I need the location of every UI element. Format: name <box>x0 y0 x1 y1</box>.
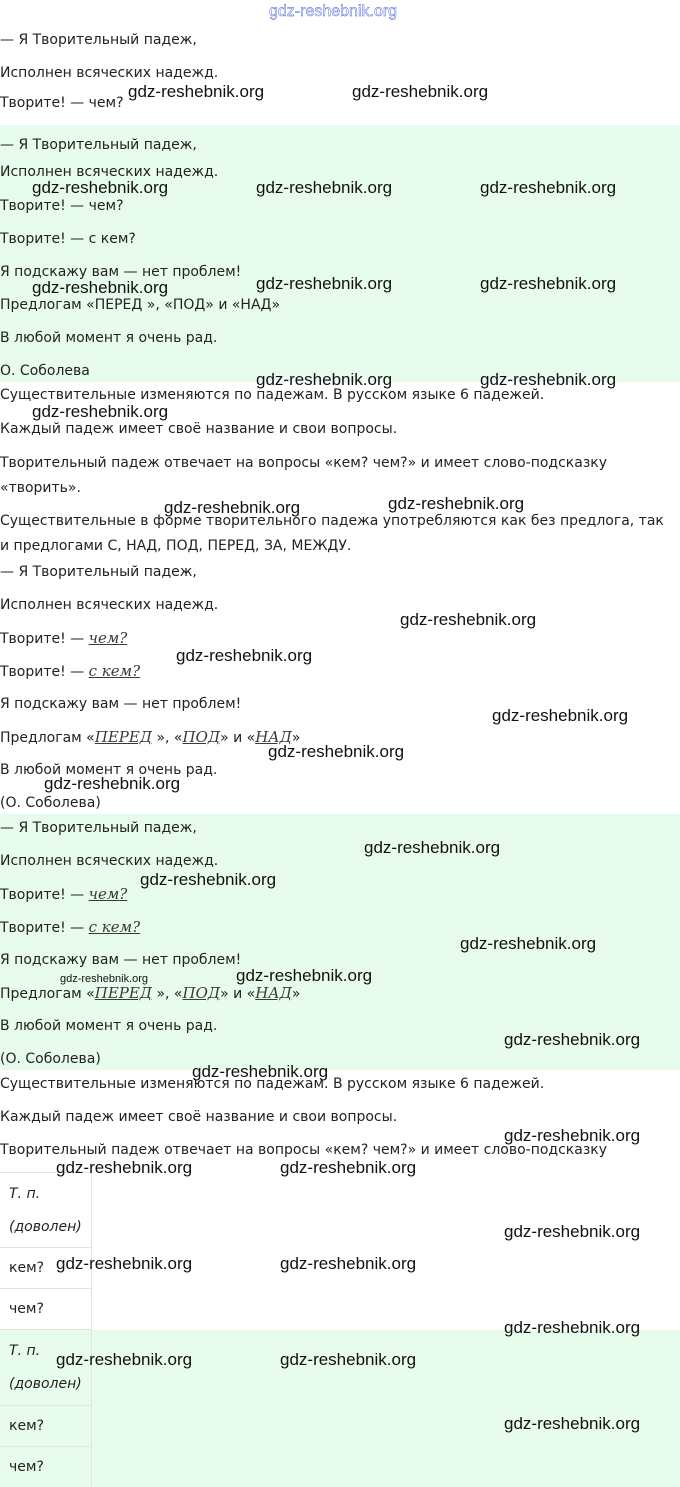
watermark: gdz-reshebnik.org <box>32 178 169 197</box>
watermark: gdz-reshebnik.org <box>56 1350 193 1369</box>
poem-line: Я подскажу вам — нет проблем! <box>0 696 242 712</box>
watermark: gdz-reshebnik.org <box>32 402 169 421</box>
table-header-cell <box>0 1172 92 1248</box>
watermark: gdz-reshebnik.org <box>164 498 301 517</box>
line-part: Предлогам « <box>0 730 95 746</box>
poem-line: Исполнен всяческих надежд. <box>0 853 219 869</box>
line-part: Предлогам « <box>0 986 95 1002</box>
table-row <box>0 1289 92 1330</box>
handwritten-answer: ПОД <box>182 728 221 746</box>
watermark: gdz-reshebnik.org <box>504 1222 641 1241</box>
question-cell: чем? <box>9 1301 44 1317</box>
watermark: gdz-reshebnik.org <box>504 1030 641 1049</box>
paragraph: Существительные изменяются по падежам. В русском языке 6 падежей. <box>0 387 545 403</box>
case-table-1 <box>0 1172 680 1330</box>
poem-line <box>0 984 300 1003</box>
poem-line: Творите! — с кем? <box>0 231 136 247</box>
question-cell: кем? <box>9 1260 45 1276</box>
poem-author: (О. Соболева) <box>0 795 101 811</box>
handwritten-answer: НАД <box>255 728 292 746</box>
poem-block-1 <box>0 28 680 120</box>
line-part: » и « <box>220 730 256 746</box>
poem-line: — Я Творительный падеж, <box>0 137 197 153</box>
case-example: (доволен) <box>9 1376 82 1392</box>
watermark: gdz-reshebnik.org <box>504 1414 641 1433</box>
watermark: gdz-reshebnik.org <box>400 610 537 629</box>
poem-line: В любой момент я очень рад. <box>0 330 218 346</box>
watermark: gdz-reshebnik.org <box>44 774 181 793</box>
watermark: gdz-reshebnik.org <box>504 1318 641 1337</box>
paragraph: Существительные в форме творительного падежа употребляются как без предлога, так <box>0 513 664 529</box>
watermark-small: gdz-reshebnik.org <box>60 973 149 985</box>
poem-line: Я подскажу вам — нет проблем! <box>0 952 242 968</box>
paragraph: Творительный падеж отвечает на вопросы «кем? чем?» и имеет слово-подсказку <box>0 455 608 471</box>
poem-line: Я подскажу вам — нет проблем! <box>0 264 242 280</box>
watermark: gdz-reshebnik.org <box>256 274 393 293</box>
line-prefix: Творите! — <box>0 920 89 936</box>
watermark: gdz-reshebnik.org <box>504 1126 641 1145</box>
watermark: gdz-reshebnik.org <box>128 82 265 101</box>
poem-line: Исполнен всяческих надежд. <box>0 597 219 613</box>
paragraph: Каждый падеж имеет своё название и свои вопросы. <box>0 421 398 437</box>
case-label: Т. п. <box>9 1186 41 1202</box>
watermark: gdz-reshebnik.org <box>352 82 489 101</box>
poem-line: — Я Творительный падеж, <box>0 564 197 580</box>
watermark: gdz-reshebnik.org <box>480 370 617 389</box>
paragraph: Творительный падеж отвечает на вопросы «кем? чем?» и имеет слово-подсказку <box>0 1142 608 1158</box>
watermark: gdz-reshebnik.org <box>56 1158 193 1177</box>
watermark: gdz-reshebnik.org <box>364 838 501 857</box>
watermark: gdz-reshebnik.org <box>460 934 597 953</box>
paragraph: «творить». <box>0 480 81 496</box>
watermark: gdz-reshebnik.org <box>192 1062 329 1081</box>
watermark: gdz-reshebnik.org <box>480 178 617 197</box>
poem-line: В любой момент я очень рад. <box>0 762 218 778</box>
poem-line: Исполнен всяческих надежд. <box>0 164 219 180</box>
watermark: gdz-reshebnik.org <box>56 1254 193 1273</box>
case-example: (доволен) <box>9 1219 82 1235</box>
poem-author: (О. Соболева) <box>0 1051 101 1067</box>
text-block-2 <box>0 1070 680 1170</box>
line-part: », « <box>152 986 183 1002</box>
poem-author: О. Соболева <box>0 363 90 379</box>
watermark: gdz-reshebnik.org <box>256 178 393 197</box>
paragraph: Существительные изменяются по падежам. В русском языке 6 падежей. <box>0 1076 545 1092</box>
watermark: gdz-reshebnik.org <box>32 278 169 297</box>
watermark: gdz-reshebnik.org <box>492 706 629 725</box>
line-part: » <box>291 986 301 1002</box>
poem-line <box>0 918 140 937</box>
watermark: gdz-reshebnik.org <box>140 870 277 889</box>
watermark-header: gdz-reshebnik.org <box>269 3 398 20</box>
poem-block-2 <box>0 125 680 382</box>
paragraph: и предлогами С, НАД, ПОД, ПЕРЕД, ЗА, МЕЖДУ. <box>0 538 352 554</box>
watermark: gdz-reshebnik.org <box>388 494 525 513</box>
table-row <box>0 1447 92 1487</box>
handwritten-answer: ПЕРЕД <box>94 728 153 746</box>
handwritten-answer: чем? <box>88 885 128 903</box>
handwritten-answer: ПЕРЕД <box>94 984 153 1002</box>
watermark: gdz-reshebnik.org <box>280 1158 417 1177</box>
line-part: » и « <box>220 986 256 1002</box>
poem-line: Исполнен всяческих надежд. <box>0 65 219 81</box>
table-row <box>0 1406 92 1447</box>
line-prefix: Творите! — <box>0 664 89 680</box>
watermark: gdz-reshebnik.org <box>256 370 393 389</box>
watermark: gdz-reshebnik.org <box>280 1254 417 1273</box>
poem-line: — Я Творительный падеж, <box>0 820 197 836</box>
poem-line: В любой момент я очень рад. <box>0 1018 218 1034</box>
poem-line: Творите! — чем? <box>0 95 124 111</box>
line-prefix: Творите! — <box>0 887 89 903</box>
line-prefix: Творите! — <box>0 631 89 647</box>
handwritten-answer: НАД <box>255 984 292 1002</box>
handwritten-answer: ПОД <box>182 984 221 1002</box>
line-part: » <box>291 730 301 746</box>
question-cell: чем? <box>9 1459 44 1475</box>
poem-line: Творите! — чем? <box>0 198 124 214</box>
watermark: gdz-reshebnik.org <box>280 1350 417 1369</box>
poem-line: — Я Творительный падеж, <box>0 32 197 48</box>
handwritten-answer: чем? <box>88 629 128 647</box>
poem-line <box>0 629 127 648</box>
watermark: gdz-reshebnik.org <box>480 274 617 293</box>
case-label: Т. п. <box>9 1343 41 1359</box>
watermark: gdz-reshebnik.org <box>176 646 313 665</box>
watermark: gdz-reshebnik.org <box>268 742 405 761</box>
poem-line <box>0 728 300 747</box>
question-cell: кем? <box>9 1418 45 1434</box>
poem-line <box>0 662 140 681</box>
line-part: », « <box>152 730 183 746</box>
paragraph: Каждый падеж имеет своё название и свои вопросы. <box>0 1109 398 1125</box>
poem-line: Предлогам «ПЕРЕД », «ПОД» и «НАД» <box>0 297 281 313</box>
handwritten-answer: с кем? <box>88 918 141 936</box>
watermark: gdz-reshebnik.org <box>236 966 373 985</box>
poem-line <box>0 885 127 904</box>
handwritten-answer: с кем? <box>88 662 141 680</box>
